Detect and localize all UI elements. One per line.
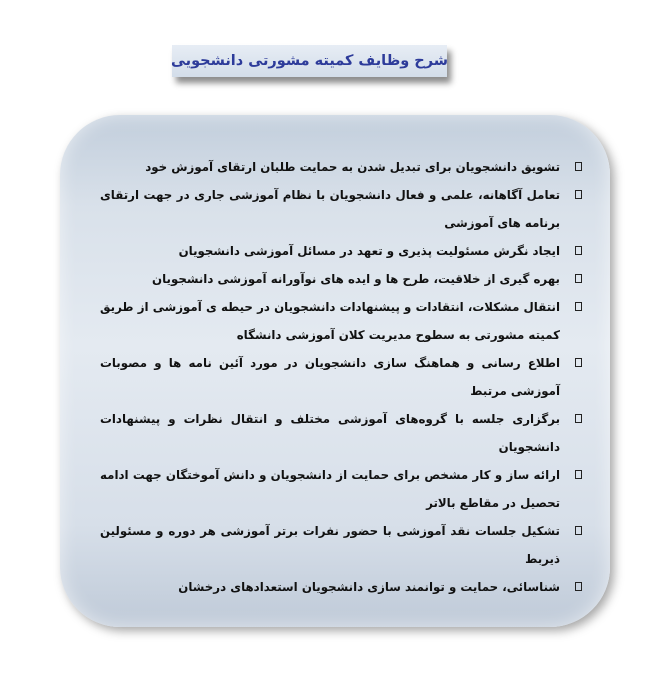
list-item-text: اطلاع رسانی و هماهنگ سازی دانشجویان در مورد آئین نامه ها و مصوبات آموزشی مرتبط [100, 356, 560, 398]
square-bullet-icon [575, 302, 582, 311]
square-bullet-icon [575, 414, 582, 423]
square-bullet-icon [575, 162, 582, 171]
list-item-text: تعامل آگاهانه، علمی و فعال دانشجویان با نظام آموزشی جاری در جهت ارتقای برنامه های آموزشی [100, 188, 560, 230]
square-bullet-icon [575, 526, 582, 535]
square-bullet-icon [575, 582, 582, 591]
list-item-text: شناسائی، حمایت و توانمند سازی دانشجویان استعدادهای درخشان [178, 580, 560, 594]
list-item-text: تشکیل جلسات نقد آموزشی با حضور نفرات برتر آموزشی هر دوره و مسئولین ذیربط [100, 524, 560, 566]
list-item [100, 293, 560, 349]
list-item-text: انتقال مشکلات، انتقادات و پیشنهادات دانشجویان در حیطه ی آموزشی از طریق کمیته مشورتی به سطوح مدیریت کلان آموزشی دانشگاه [100, 300, 560, 342]
square-bullet-icon [575, 358, 582, 367]
list-item-text: ارائه ساز و کار مشخص برای حمایت از دانشجویان و دانش آموختگان جهت ادامه تحصیل در مقاطع بالاتر [100, 468, 560, 510]
list-item-text: تشویق دانشجویان برای تبدیل شدن به حمایت طلبان ارتقای آموزش خود [145, 160, 560, 174]
list-item [100, 153, 560, 181]
square-bullet-icon [575, 190, 582, 199]
title-box [172, 45, 447, 77]
duties-list [100, 153, 560, 601]
list-item [100, 461, 560, 517]
list-item-text: بهره گیری از خلاقیت، طرح ها و ایده های نوآورانه آموزشی دانشجویان [152, 272, 560, 286]
page-title: شرح وظایف کمیته مشورتی دانشجویی [170, 53, 449, 69]
square-bullet-icon [575, 246, 582, 255]
list-item [100, 517, 560, 573]
list-item [100, 265, 560, 293]
list-item [100, 349, 560, 405]
list-item [100, 405, 560, 461]
list-item [100, 181, 560, 237]
list-item-text: برگزاری جلسه با گروه‌های آموزشی مختلف و انتقال نظرات و پیشنهادات دانشجویان [100, 412, 560, 454]
list-item [100, 573, 560, 601]
list-item [100, 237, 560, 265]
list-item-text: ایجاد نگرش مسئولیت پذیری و تعهد در مسائل آموزشی دانشجویان [178, 244, 560, 258]
square-bullet-icon [575, 470, 582, 479]
square-bullet-icon [575, 274, 582, 283]
